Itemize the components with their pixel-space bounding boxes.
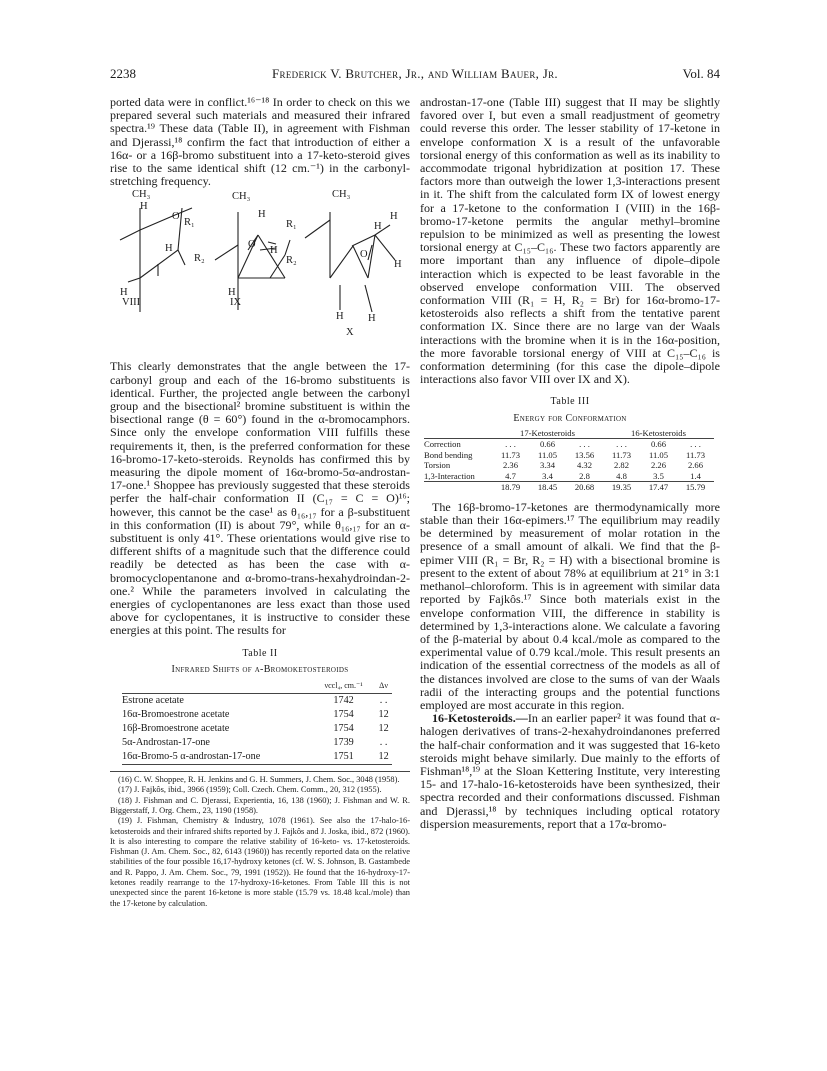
right-column <box>420 96 720 831</box>
table-cell: 0.66 <box>539 439 556 450</box>
table-caption: Table II <box>242 647 278 659</box>
table-cell: 1742 <box>333 695 354 707</box>
table-cell: 3.5 <box>653 470 664 481</box>
paragraph: The 16β-bromo-17-ketones are thermodynamically more stable than their 16α-epimers.¹⁷ The equilibrium may readily be determined by measurement of molar rotation in the presence of a small amount of alkali. We find that the β-epimer VIII (R₁ = Br, R₂ = H) with a bisectional bromine is present to the extent of about 78% at equilibrium at 21° in 3:1 methanol–chloroform. This is in agreement with similar data reported by Fajkôs.¹⁷ Since both materials exist in the envelope conformation VIII, the difference in stability is determined by 1,3-interactions alone. We calculate a favoring of the β-material by about 0.4 kcal./mole as compared to the experimental value of 0.79 kcal./mole. This result presents an indication of the essential correctness of the models as all of the distances involved are close to the sums of van der Waals radii of the interacting groups and the potential functions employed are most accurate in this region. <box>420 499 720 712</box>
table-cell: 12 <box>375 750 392 765</box>
fig-label: O <box>248 239 256 251</box>
table-row <box>122 750 392 765</box>
table-row <box>424 439 714 450</box>
table-row <box>122 708 392 722</box>
paragraph-text: In an earlier paper² it was found that α-halogen derivatives of trans-2-hexahydroindanones preferred the half-chair conformation and it was suggested that 16-keto steroids might behave similarly. Due mainly to the efforts of Fishman¹⁸,¹⁹ at the Sloan Kettering Institute, very interesting 15- and 17-halo-16-ketosteroids have been synthesized, their spectra recorded and their conformations discussed. Fishman and Djerassi,¹⁸ by techniques including optical rotatory dispersion measurements, report that a 17α-bromo- <box>420 711 720 831</box>
fig-label: R₁ <box>286 219 297 231</box>
table-row <box>424 471 714 482</box>
fig-label: CH₃ <box>332 189 351 201</box>
running-authors: Frederick V. Brutcher, Jr., and William Bauer, Jr. <box>272 66 558 81</box>
fig-label: O <box>172 211 180 223</box>
table-cell: 2.8 <box>579 470 590 481</box>
conformation-figure <box>110 190 410 356</box>
table-group-header: 17-Ketosteroids <box>492 428 603 439</box>
table-cell: 4.7 <box>505 470 516 481</box>
energy-table <box>424 428 714 493</box>
table-cell: Bond bending <box>424 449 473 460</box>
table-cell: 17.47 <box>640 482 677 493</box>
fig-label: H <box>165 243 173 255</box>
fig-label: CH₃ <box>132 189 151 201</box>
fig-label: VIII <box>122 297 141 309</box>
table-cell: 1.4 <box>690 470 701 481</box>
table-cell: . . <box>379 737 388 749</box>
fig-label: CH₃ <box>232 191 251 203</box>
table-cell: 0.66 <box>650 439 667 450</box>
table-cell: 18.45 <box>529 482 566 493</box>
table-cell: 16α-Bromoestrone acetate <box>122 709 230 721</box>
table-cell: . . . <box>690 439 701 450</box>
fig-label: H <box>394 259 402 271</box>
table-cell: Estrone acetate <box>122 695 184 707</box>
table-cell: 16β-Bromoestrone acetate <box>122 723 230 735</box>
table-row <box>424 460 714 471</box>
table-cell: 4.8 <box>616 470 627 481</box>
table-header: Δν <box>375 679 392 694</box>
footnote: (16) C. W. Shoppee, R. H. Jenkins and G. H. Summers, J. Chem. Soc., 3048 (1958). <box>118 775 400 785</box>
footnotes <box>110 771 410 909</box>
table-group-header: 16-Ketosteroids <box>603 428 714 439</box>
table-row <box>122 722 392 736</box>
table-cell: 1754 <box>333 723 354 735</box>
table-cell: 2.82 <box>613 460 630 471</box>
fig-label: R₂ <box>286 255 297 267</box>
table-title: Energy for Conformation <box>513 412 627 424</box>
volume-number: Vol. 84 <box>682 66 720 81</box>
table-title: Infrared Shifts of α-Bromoketosteroids <box>171 663 349 675</box>
fig-label: R₁ <box>184 217 195 229</box>
table-cell: 5α-Androstan-17-one <box>122 737 210 749</box>
table-cell: Torsion <box>424 460 451 471</box>
page-number: 2238 <box>110 66 136 81</box>
table-cell: 11.73 <box>685 449 706 460</box>
section-heading: 16-Ketosteroids.— <box>432 711 528 726</box>
fig-label: O <box>360 249 368 261</box>
infrared-shifts-table <box>122 679 392 765</box>
table-cell: 2.66 <box>687 460 704 471</box>
fig-label: H <box>390 211 398 223</box>
footnote: (18) J. Fishman and C. Djerassi, Experientia, 16, 138 (1960); J. Fishman and W. R. Biggerstaff, J. Org. Chem., 23, 1190 (1958). <box>110 795 410 815</box>
fig-label: H <box>228 287 236 299</box>
fig-label: H <box>374 221 382 233</box>
table-total-row <box>424 482 714 493</box>
table-cell: 1751 <box>312 750 375 765</box>
table-cell: 1,3-Interaction <box>424 470 475 481</box>
table-cell: 1739 <box>333 737 354 749</box>
fig-label: H <box>258 209 266 221</box>
table-cell: Correction <box>424 439 461 450</box>
fig-label: H <box>140 201 148 213</box>
table-cell: 2.26 <box>650 460 667 471</box>
fig-label: H <box>336 311 344 323</box>
paragraph <box>420 712 720 831</box>
table-cell: 11.05 <box>648 449 669 460</box>
table-cell: 11.73 <box>500 449 521 460</box>
table-cell: 2.36 <box>502 460 519 471</box>
table-cell: 12 <box>378 709 389 721</box>
table-cell: 18.79 <box>492 482 529 493</box>
table-cell: 16α-Bromo-5 α-androstan-17-one <box>122 750 312 765</box>
table-cell: . . . <box>579 439 590 450</box>
page-header <box>110 66 720 84</box>
fig-label: X <box>346 327 354 339</box>
fig-label: H <box>368 313 376 325</box>
table-header: νccl₄, cm.⁻¹ <box>312 679 375 694</box>
footnote: (19) J. Fishman, Chemistry & Industry, 1078 (1961). See also the 17-halo-16-ketosteroids and their infrared shifts reported by J. Fajkôs and J. Joska, ibid., 872 (1960). It is also interesting to compare the relative stability of 16-keto- vs. 17-ketosteroids. Fishman (J. Am. Chem. Soc., 82, 6143 (1960)) has recently reported data on the relative stabilities of the four possible 16,17-hydroxy ketones (cf. W. S. Johnson, B. Gastambede and R. Pappo, J. Am. Chem. Soc., 79, 1991 (1952)). He found that the 16-hydroxy-17-ketones readily rearrange to the 17-hydroxy-16-ketones. From Table III this is not unexpected since the parent 16-ketone is more stable (15.79 vs. 18.48 kcal./mole) than the 17-ketone by calculation. <box>110 816 410 908</box>
table-cell: 13.56 <box>574 449 595 460</box>
table-cell: 20.68 <box>566 482 603 493</box>
table-cell: . . . <box>505 439 516 450</box>
table-cell: 19.35 <box>603 482 640 493</box>
fig-label: H <box>120 287 128 299</box>
footnote: (17) J. Fajkôs, ibid., 3966 (1959); Coll. Czech. Chem. Comm., 20, 312 (1955). <box>118 785 382 795</box>
paragraph: This clearly demonstrates that the angle between the 17-carbonyl group and each of the 16-bromo substituents is identical. Further, the projected angle between the carbonyl group and the bisectional² bromine substituent is within the bisectional range (θ = 60°) found in the α-bromocamphors. Since only the envelope conformation VIII fulfills these requirements it, then, is the preferred conformation for these 16-bromo-17-keto-steroids. Reynolds has confirmed this by measuring the dipole moment of 16α-bromo-5α-androstan-17-one.¹ Shoppee has previously suggested that these steroids perfer the half-chair conformation II (C₁₇ = C = O)¹⁶; however, this cannot be the case¹ as θ₁₆,₁₇ for a β-substituent in this conformation (II) is about 79°, while θ₁₆,₁₇ for an α-substituent is only 41°. These orientations would give rise to different shifts of a magnitude such that the difference could readily be detected as has been the case with α-bromocyclopentanone and α-bromo-trans-hexahydroindan-2-one.² While the parameters involved in calculating the energies of cyclopentanones are less exact than those used above for cyclopentanes, it is instructive to consider these energies at this point. The results for <box>110 359 410 638</box>
fig-label: R₂ <box>194 253 205 265</box>
paragraph: androstan-17-one (Table III) suggest that II may be slightly favored over I, but even a small readjustment of geometry could reverse this order. The lesser stability of 17-ketone in envelope conformation X is a result of the unfavorable torsional energy of this conformation as well as its inability to accommodate trigonal hybridization at position 17. These factors more than outweigh the lower 1,3-interactions present in it. The shift from the calculated form IX of lowest energy for a 17-ketone to the conformation I (VIII) in the 16β-bromo-17-ketone permits the angular methyl–bromine repulsion to be minimized as well as presenting the lowest torsional energy at C₁₅–C₁₆. These two factors apparently are more important than any influence of dipole–dipole interaction which is expected to be least favorable in the observed envelope conformation VIII. The observed conformation VIII (R₁ = H, R₂ = Br) for 16α-bromo-17-ketosteroids also reflects a shift from the tentative parent conformation IX. Since there are no large van der Waals interactions with the bromine when it is in the 16α-position, the more favorable torsional energy of VIII at C₁₅–C₁₆ is conformation determining (for this case the dipole–dipole interactions also favor VIII over IX and X). <box>420 95 720 387</box>
table-row <box>122 736 392 750</box>
table-row <box>424 450 714 461</box>
fig-label: IX <box>230 297 242 309</box>
table-cell: 1754 <box>333 709 354 721</box>
table-cell: . . . <box>616 439 627 450</box>
table-row <box>122 694 392 709</box>
table-cell: 3.4 <box>542 470 553 481</box>
left-column <box>110 96 410 909</box>
paragraph: ported data were in conflict.¹⁶⁻¹⁸ In order to check on this we prepared several such materials and measured their infrared spectra.¹⁹ These data (Table II), in agreement with Fishman and Djerassi,¹⁸ confirm the fact that introduction of either a 16α- or a 16β-bromo substituent into a 17-keto-steroid gives rise to the same identical shift (12 cm.⁻¹) in the carbonyl-stretching frequency. <box>110 95 410 189</box>
table-cell: 3.34 <box>539 460 556 471</box>
table-cell: . . <box>379 695 388 707</box>
table-cell: 11.73 <box>611 449 632 460</box>
table-caption: Table III <box>550 396 590 408</box>
table-cell: 12 <box>378 723 389 735</box>
table-cell: 15.79 <box>677 482 714 493</box>
fig-label: H <box>270 245 278 257</box>
table-cell: 4.32 <box>576 460 593 471</box>
table-cell: 11.05 <box>537 449 558 460</box>
